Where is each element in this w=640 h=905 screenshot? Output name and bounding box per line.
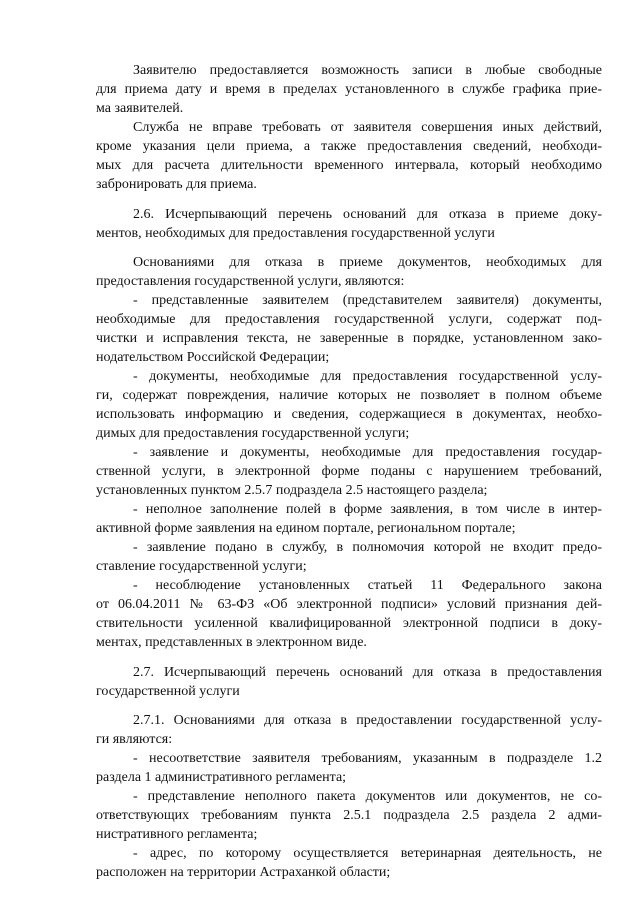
text-line: мых для расчета длительности временного интервала, который необходимо	[96, 158, 602, 173]
text-line: Служба не вправе требовать от заявителя совершения иных действий,	[133, 120, 602, 135]
text-line: ставление государственной услуги;	[96, 559, 307, 574]
text-line: - адрес, по которому осуществляется ветеринарная деятельность, не	[133, 846, 602, 861]
text-line: ма заявителей.	[96, 101, 184, 116]
text-line: чистки и исправления текста, не заверенные в порядке, установленном зако-	[96, 331, 602, 346]
text-line: кроме указания цели приема, а также предоставления сведений, необходи-	[96, 139, 602, 154]
text-line: государственной услуги	[96, 684, 240, 699]
text-line: от 06.04.2011 № 63-ФЗ «Об электронной подписи» условий признания дей-	[96, 597, 602, 612]
text-line: - заявление подано в службу, в полномочия которой не входит предо-	[133, 540, 602, 555]
text-line: для приема дату и время в пределах установленного в службе графика прие-	[96, 82, 602, 97]
text-line: ствительности усиленной квалифицированной электронной подписи в доку-	[96, 616, 602, 631]
text-line: - представленные заявителем (представителем заявителя) документы,	[133, 293, 602, 308]
text-line: установленных пунктом 2.5.7 подраздела 2.5 настоящего раздела;	[96, 483, 488, 498]
text-line: ги, содержат повреждения, наличие которых не позволяет в полном объеме	[96, 388, 602, 403]
text-line: - несоответствие заявителя требованиям, указанным в подразделе 1.2	[133, 751, 602, 766]
text-line: димых для предоставления государственной услуги;	[96, 426, 410, 441]
text-line: расположен на территории Астраханкой области;	[96, 865, 391, 880]
text-line: забронировать для приема.	[96, 177, 257, 192]
text-line: предоставления государственной услуги, являются:	[96, 274, 405, 289]
text-line: - заявление и документы, необходимые для предоставления государ-	[133, 445, 602, 460]
text-line: ственной услуги, в электронной форме поданы с нарушением требований,	[96, 464, 602, 479]
text-line: - представление неполного пакета документов или документов, не со-	[133, 789, 602, 804]
text-line: использовать информацию и сведения, содержащиеся в документах, необхо-	[96, 407, 602, 422]
text-line: активной форме заявления на едином портале, региональном портале;	[96, 521, 516, 536]
text-line: ментов, необходимых для предоставления государственной услуги	[96, 226, 495, 241]
text-line: нодательством Российской Федерации;	[96, 350, 330, 365]
text-line: нистративного регламента;	[96, 827, 258, 842]
text-line: 2.7.1. Основаниями для отказа в предоставлении государственной услу-	[133, 713, 602, 728]
text-line: - документы, необходимые для предоставления государственной услу-	[133, 369, 602, 384]
text-line: Заявителю предоставляется возможность записи в любые свободные	[133, 63, 602, 78]
text-line: - неполное заполнение полей в форме заявления, в том числе в интер-	[133, 502, 602, 517]
text-line: ги являются:	[96, 732, 173, 747]
text-line: Основаниями для отказа в приеме документов, необходимых для	[133, 255, 602, 270]
text-line: 2.7. Исчерпывающий перечень оснований для отказа в предоставления	[133, 665, 602, 680]
text-line: раздела 1 административного регламента;	[96, 770, 347, 785]
text-line: ответствующих требованиям пункта 2.5.1 подраздела 2.5 раздела 2 адми-	[96, 808, 602, 823]
text-line: необходимые для предоставления государственной услуги, содержат под-	[96, 312, 602, 327]
text-line: ментах, представленных в электронном виде.	[96, 635, 367, 650]
text-line: 2.6. Исчерпывающий перечень оснований для отказа в приеме доку-	[133, 207, 602, 222]
text-line: - несоблюдение установленных статьей 11 Федерального закона	[133, 578, 602, 593]
